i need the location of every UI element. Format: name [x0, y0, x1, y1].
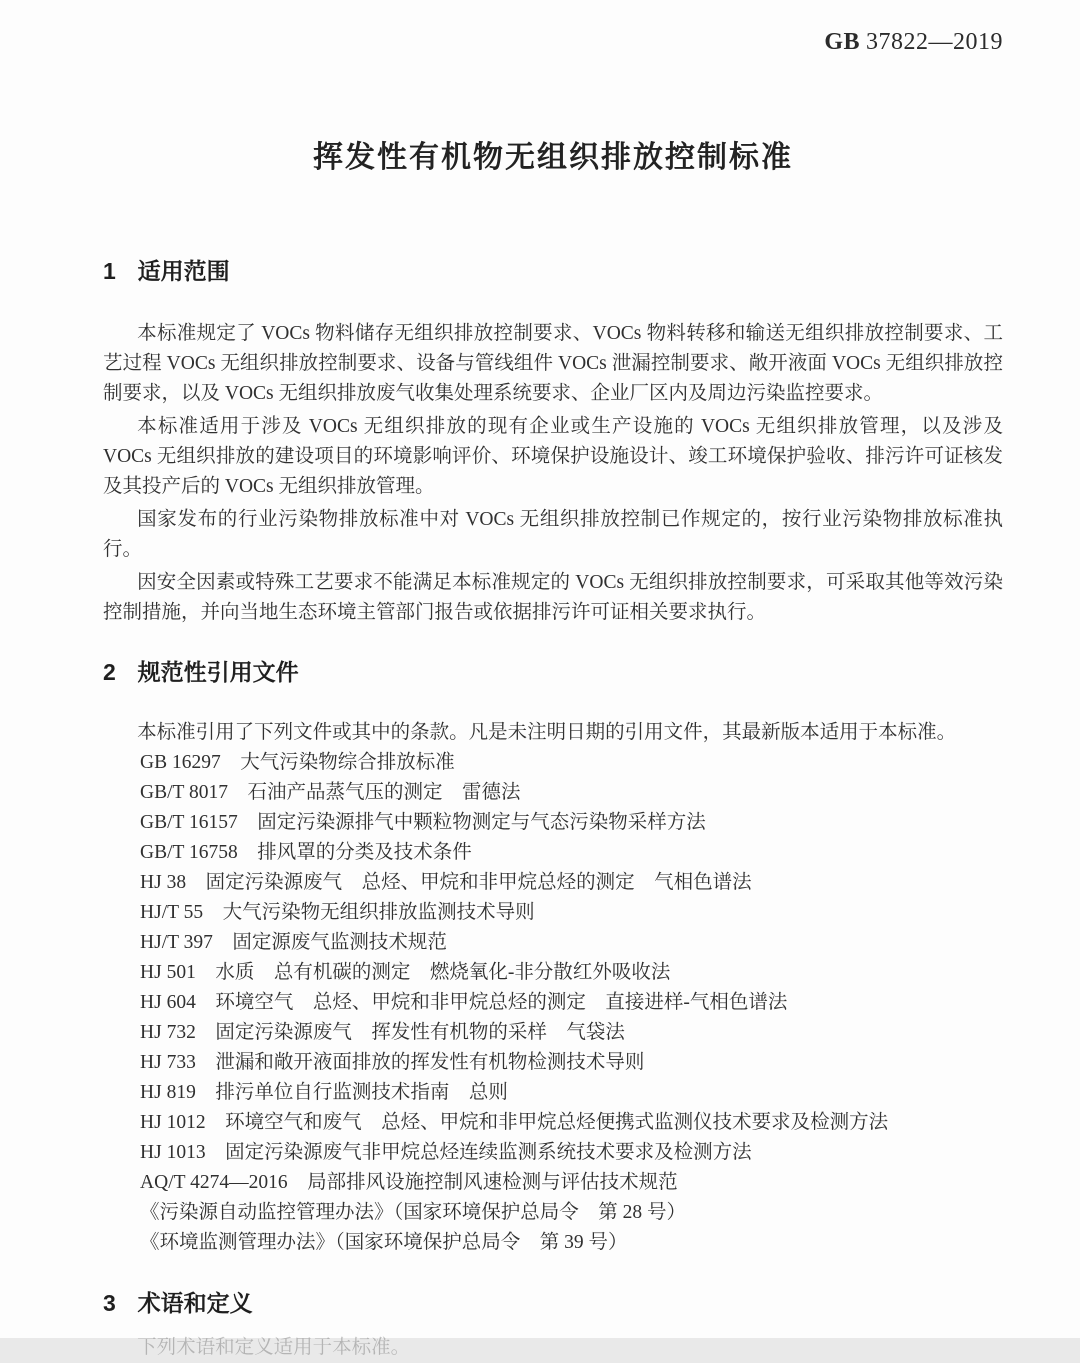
reference-item: GB/T 16157 固定污染源排气中颗粒物测定与气态污染物采样方法 [140, 812, 706, 833]
reference-item: HJ 732 固定污染源废气 挥发性有机物的采样 气袋法 [140, 1022, 625, 1043]
section-number: 1 [103, 258, 116, 284]
paragraph: 因安全因素或特殊工艺要求不能满足本标准规定的 VOCs 无组织排放控制要求，可采取其他等效污染控制措施，并向当地生态环境主管部门报告或依据排污许可证相关要求执行。 [103, 572, 1003, 623]
reference-item: HJ 604 环境空气 总烃、甲烷和非甲烷总烃的测定 直接进样-气相色谱法 [140, 992, 788, 1013]
paragraph: 国家发布的行业污染物排放标准中对 VOCs 无组织排放控制已作规定的，按行业污染物排放标准执行。 [103, 509, 1003, 560]
section-heading-scope [103, 254, 1003, 288]
section-heading-terms [103, 1286, 1003, 1320]
clipped-bottom-line: 下列术语和定义适用于本标准。 [137, 1337, 411, 1358]
reference-item: HJ 501 水质 总有机碳的测定 燃烧氧化-非分散红外吸收法 [140, 962, 671, 983]
reference-item: HJ 733 泄漏和敞开液面排放的挥发性有机物检测技术导则 [140, 1052, 645, 1073]
reference-item: HJ 1013 固定污染源废气非甲烷总烃连续监测系统技术要求及检测方法 [140, 1142, 752, 1163]
reference-item: GB/T 16758 排风罩的分类及技术条件 [140, 842, 472, 863]
paragraph: 本标准适用于涉及 VOCs 无组织排放的现有企业或生产设施的 VOCs 无组织排放管理，以及涉及 VOCs 无组织排放的建设项目的环境影响评价、环境保护设施设计、竣工环境保护验收、排污许可证核发及其投产后的 VOCs 无组织排放管理。 [103, 416, 1003, 497]
reference-item: HJ 38 固定污染源废气 总烃、甲烷和非甲烷总烃的测定 气相色谱法 [140, 872, 752, 893]
reference-list [103, 748, 1003, 1258]
section-heading-references [103, 655, 1003, 689]
paragraph: 本标准规定了 VOCs 物料储存无组织排放控制要求、VOCs 物料转移和输送无组织排放控制要求、工艺过程 VOCs 无组织排放控制要求、设备与管线组件 VOCs 泄漏控制要求、敞开液面 VOCs 无组织排放控制要求，以及 VOCs 无组织排放废气收集处理系统要求、企业厂区内及周边污染监控要求。 [103, 323, 1003, 404]
section-number: 2 [103, 659, 116, 685]
reference-item: 《污染源自动监控管理办法》（国家环境保护总局令 第 28 号） [140, 1202, 687, 1223]
standard-label: GB [824, 29, 860, 55]
reference-item: HJ/T 397 固定源废气监测技术规范 [140, 932, 447, 953]
page-content [103, 0, 1003, 1363]
reference-item: HJ 819 排污单位自行监测技术指南 总则 [140, 1082, 508, 1103]
reference-item: 《环境监测管理办法》（国家环境保护总局令 第 39 号） [140, 1232, 628, 1253]
standard-number [103, 0, 1003, 56]
references-intro-group [103, 718, 1003, 748]
reference-item: GB/T 8017 石油产品蒸气压的测定 雷德法 [140, 782, 521, 803]
reference-item: AQ/T 4274—2016 局部排风设施控制风速检测与评估技术规范 [140, 1172, 678, 1193]
section-title: 术语和定义 [137, 1290, 253, 1316]
scope-paragraphs [103, 319, 1003, 628]
reference-item: HJ/T 55 大气污染物无组织排放监测技术导则 [140, 902, 535, 923]
reference-item: GB 16297 大气污染物综合排放标准 [140, 752, 455, 773]
section-number: 3 [103, 1290, 116, 1316]
section-title: 适用范围 [137, 258, 230, 284]
reference-item: HJ 1012 环境空气和废气 总烃、甲烷和非甲烷总烃便携式监测仪技术要求及检测方法 [140, 1112, 889, 1133]
standard-code: 37822—2019 [866, 29, 1003, 55]
section-title: 规范性引用文件 [137, 659, 299, 685]
document-title: 挥发性有机物无组织排放控制标准 [313, 141, 793, 174]
paragraph: 本标准引用了下列文件或其中的条款。凡是未注明日期的引用文件，其最新版本适用于本标准。 [137, 722, 957, 743]
